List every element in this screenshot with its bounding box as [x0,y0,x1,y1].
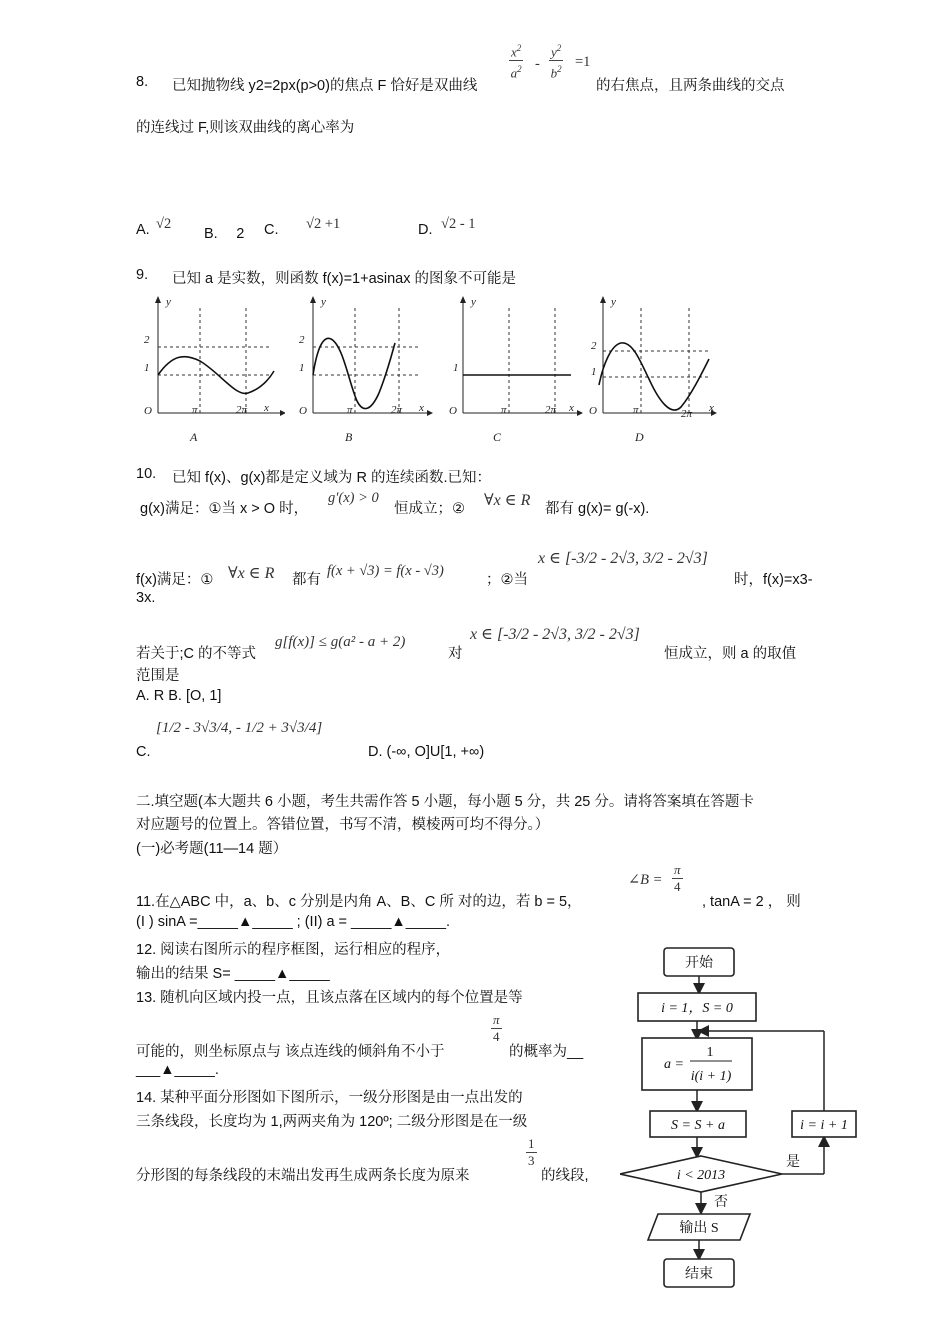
svg-text:S = S + a: S = S + a [671,1118,725,1133]
q10-f-line-d: 时，f(x)=x3- [734,572,813,588]
q14-line3: 分形图的每条线段的末端出发再生成两条长度为原来 [136,1168,470,1184]
svg-text:输出 S: 输出 S [679,1221,719,1236]
q8-option-d-math: √2 - 1 [441,216,476,232]
q10-g-math2: ∀x ∈ R [484,492,531,509]
svg-text:i = i + 1: i = i + 1 [800,1118,848,1133]
q14-line3-cont: 的线段, [541,1168,589,1184]
graph-a [140,293,285,453]
q14-line2: 三条线段，长度均为 1,两两夹角为 120º; 二级分形图是在一级 [136,1114,528,1130]
q10-f-math1: ∀x ∈ R [228,565,275,582]
svg-text:C: C [493,430,502,444]
q8-option-c-math: √2 +1 [306,216,341,232]
svg-text:1: 1 [591,366,597,378]
svg-text:π: π [501,404,507,416]
q12-line2: 输出的结果 S= _____▲_____ [136,966,330,982]
q11-line2: (I ) sinA =_____▲_____ ; (II) a = _____▲_____. [136,914,451,930]
svg-text:O: O [449,405,457,417]
q10-option-c-label: C. [136,744,151,760]
q10-g-math1: g′(x) > 0 [328,490,379,506]
q10-text: 已知 f(x)、g(x)都是定义域为 R 的连续函数.已知： [172,470,491,486]
svg-text:B: B [345,430,353,444]
q8-option-a-label: A. [136,222,150,238]
graph-c [445,293,590,453]
svg-text:y: y [471,296,476,308]
q10-ineq-range: x ∈ [-3/2 - 2√3, 3/2 - 2√3] [470,626,640,643]
svg-text:i = 1，S = 0: i = 1，S = 0 [661,1001,733,1016]
hyperbola-equation: $\frac{x^2}{a^2}$ - $\frac{y^2}{b^2}$ =1 [509,40,594,92]
svg-text:D: D [635,430,644,444]
q9-number: 9. [136,267,149,283]
q10-option-c-math: [1/2 - 3√3/4, - 1/2 + 3√3/4] [156,720,323,736]
svg-text:i < 2013: i < 2013 [676,1168,726,1183]
q13-line2-cont: 的概率为__ [509,1044,584,1060]
svg-text:i(i + 1): i(i + 1) [690,1069,732,1084]
svg-text:y: y [166,296,171,308]
q13-line2: 可能的，则坐标原点与 该点连线的倾斜角不小于 [136,1044,445,1060]
svg-text:π: π [192,404,198,416]
svg-text:2π: 2π [236,404,248,416]
svg-text:开始: 开始 [685,956,713,971]
q12-line1: 12. 阅读右图所示的程序框图，运行相应的程序， [136,942,451,958]
q10-f-line-b: 都有 [292,572,321,588]
svg-text:1: 1 [453,362,459,374]
q13-line1: 13. 随机向区域内投一点，且该点落在区域内的每个位置是等 [136,990,523,1006]
q10-f-line-e: 3x. [136,590,156,606]
svg-text:O: O [589,405,597,417]
q10-g-line-c: 都有 g(x)= g(-x). [545,501,650,517]
svg-text:a =: a = [664,1057,684,1072]
q10-ineq-d: 范围是 [136,668,180,684]
q10-f-line-c: ；②当 [486,572,528,588]
q10-ineq-c: 恒成立，则 a 的取值 [664,646,797,662]
svg-text:y: y [611,296,616,308]
svg-text:2: 2 [144,334,150,346]
q10-ineq-math: g[f(x)] ≤ g(a² - a + 2) [275,634,406,650]
q14-line1: 14. 某种平面分形图如下图所示，一级分形图是由一点出发的 [136,1090,523,1106]
q10-ineq-a: 若关于;C 的不等式 [136,646,257,662]
section2-heading-line2: 对应题号的位置上。答错位置，书写不清，模棱两可均不得分。） [136,817,550,833]
graph-d [585,293,730,453]
svg-text:2: 2 [591,340,597,352]
svg-text:2: 2 [299,334,305,346]
svg-text:O: O [144,405,152,417]
q8-text: 已知抛物线 y2=2px(p>0)的焦点 F 恰好是双曲线 [172,78,478,94]
q8-option-a-math: √2 [156,216,172,232]
svg-text:1: 1 [299,362,305,374]
q10-number: 10. [136,466,157,482]
svg-text:是: 是 [786,1155,800,1170]
q10-option-d: D. (-∞, O]U[1, +∞) [368,744,485,760]
q10-g-line-a: g(x)满足：①当 x > O 时， [140,501,309,517]
svg-text:x: x [709,402,714,414]
svg-text:x: x [419,402,424,414]
q11-angle-b: ∠B = $\frac{\pi}{4}$ [628,862,681,894]
q14-fraction: $\frac{1}{3}$ [528,1136,535,1168]
q8-option-b: B. 2 [204,226,245,242]
q8-number: 8. [136,74,149,90]
svg-text:1: 1 [144,362,150,374]
svg-text:π: π [633,404,639,416]
svg-text:1: 1 [706,1045,714,1060]
svg-text:A: A [190,430,198,444]
program-flowchart [620,940,865,1295]
svg-text:x: x [264,402,269,414]
q10-g-line-b: 恒成立；② [394,501,465,517]
q10-f-math3: x ∈ [-3/2 - 2√3, 3/2 - 2√3] [538,550,708,567]
svg-text:结束: 结束 [685,1267,713,1282]
q9-text: 已知 a 是实数，则函数 f(x)=1+asinax 的图象不可能是 [172,271,517,287]
q10-ineq-b: 对 [448,646,463,662]
q10-f-math2: f(x + √3) = f(x - √3) [327,563,444,579]
q10-options-ab: A. R B. [O, 1] [136,688,222,704]
q8-text-line2: 的连线过 F,则该双曲线的离心率为 [136,120,355,136]
q13-fraction: $\frac{\pi}{4}$ [493,1012,500,1044]
q13-line3: ___▲_____. [136,1062,219,1078]
svg-text:2π: 2π [545,404,557,416]
svg-text:2π: 2π [681,408,693,420]
svg-text:y: y [321,296,326,308]
svg-text:x: x [569,402,574,414]
q10-f-line-a: f(x)满足：① [136,572,214,588]
graph-b [295,293,440,453]
q11-line1-cont: , tanA = 2 ， 则 [702,894,801,910]
q11-line1: 11.在△ABC 中，a、b、c 分别是内角 A、B、C 所 对的边，若 b = 5， [136,894,582,910]
svg-text:否: 否 [714,1195,728,1210]
section2-heading: 二.填空题(本大题共 6 小题，考生共需作答 5 小题，每小题 5 分，共 25 分。请将答案填在答题卡 [136,794,754,810]
svg-text:2π: 2π [391,404,403,416]
q8-option-c-label: C. [264,222,279,238]
svg-text:O: O [299,405,307,417]
svg-text:π: π [347,404,353,416]
q8-text-cont: 的右焦点，且两条曲线的交点 [596,78,785,94]
section2-subheading: (一)必考题(11—14 题） [136,841,288,857]
q8-option-d-label: D. [418,222,433,238]
